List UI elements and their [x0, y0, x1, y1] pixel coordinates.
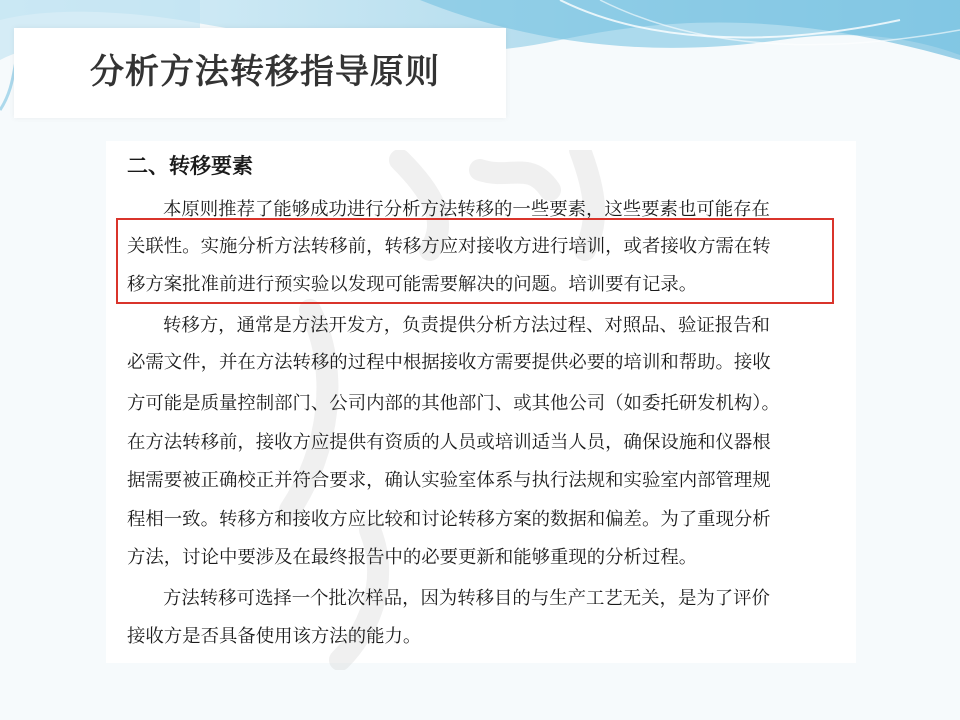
slide-title: 分析方法转移指导原则 [90, 52, 440, 92]
paragraph-line: 在方法转移前，接收方应提供有资质的人员或培训适当人员，确保设施和仪器根 [127, 432, 771, 453]
paragraph-line: 本原则推荐了能够成功进行分析方法转移的一些要素，这些要素也可能存在 [163, 199, 770, 220]
highlight-box [116, 218, 834, 304]
paragraph-line: 据需要被正确校正并符合要求，确认实验室体系与执行法规和实验室内部管理规 [127, 470, 771, 491]
paragraph-line: 必需文件，并在方法转移的过程中根据接收方需要提供必要的培训和帮助。接收 [127, 352, 771, 373]
paragraph-line: 移方案批准前进行预实验以发现可能需要解决的问题。培训要有记录。 [127, 274, 698, 295]
paragraph-line: 程相一致。转移方和接收方应比较和讨论转移方案的数据和偏差。为了重现分析 [127, 509, 771, 530]
paragraph-line: 方法，讨论中要涉及在最终报告中的必要更新和能够重现的分析过程。 [127, 547, 698, 568]
section-heading: 二、转移要素 [127, 154, 253, 178]
paragraph-line: 关联性。实施分析方法转移前，转移方应对接收方进行培训，或者接收方需在转 [127, 236, 771, 257]
paragraph-line: 接收方是否具备使用该方法的能力。 [127, 626, 422, 647]
paragraph-line: 转移方，通常是方法开发方，负责提供分析方法过程、对照品、验证报告和 [163, 315, 770, 336]
paragraph-line: 方可能是质量控制部门、公司内部的其他部门、或其他公司（如委托研发机构）。 [127, 393, 780, 414]
paragraph-line: 方法转移可选择一个批次样品，因为转移目的与生产工艺无关，是为了评价 [163, 588, 770, 609]
